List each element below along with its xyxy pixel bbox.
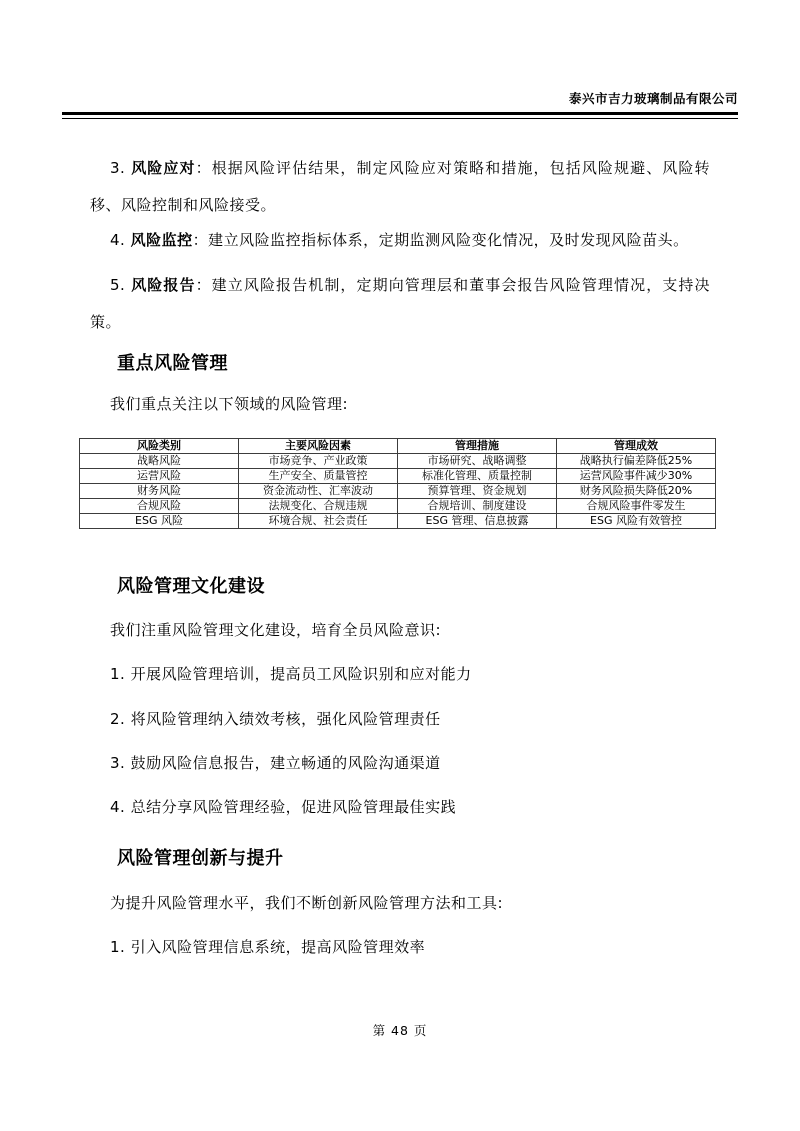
table-cell: 生产安全、质量管控 — [239, 469, 398, 484]
paragraph-term: 风险报告 — [131, 276, 196, 294]
paragraph-number: 4. — [110, 231, 126, 249]
paragraph-text: ：建立风险报告机制，定期向管理层和董事会报告风险管理情况，支持决策。 — [90, 276, 710, 331]
table-header-cell: 风险类别 — [80, 439, 239, 454]
list-item: 4. 总结分享风险管理经验，促进风险管理最佳实践 — [110, 798, 457, 816]
table-cell: ESG 风险 — [80, 514, 239, 529]
paragraph-text: ：根据风险评估结果，制定风险应对策略和措施，包括风险规避、风险转移、风险控制和风险接受。 — [90, 159, 710, 214]
table-row — [80, 499, 716, 514]
table-cell: 标准化管理、质量控制 — [398, 469, 557, 484]
table-cell: 市场竞争、产业政策 — [239, 454, 398, 469]
table-cell: 运营风险事件减少30% — [557, 469, 716, 484]
table-cell: 合规风险事件零发生 — [557, 499, 716, 514]
table-cell: 环境合规、社会责任 — [239, 514, 398, 529]
paragraph-risk-response — [90, 150, 710, 224]
table-cell: ESG 风险有效管控 — [557, 514, 716, 529]
section-title-innovation: 风险管理创新与提升 — [117, 848, 284, 869]
paragraph-number: 3. — [110, 159, 126, 177]
table-header-cell: 管理成效 — [557, 439, 716, 454]
section-intro-culture: 我们注重风险管理文化建设，培育全员风险意识: — [110, 621, 442, 639]
table-cell: 合规培训、制度建设 — [398, 499, 557, 514]
paragraph-text: ：建立风险监控指标体系，定期监测风险变化情况，及时发现风险苗头。 — [192, 231, 689, 249]
table-header-cell: 管理措施 — [398, 439, 557, 454]
table-cell: 战略风险 — [80, 454, 239, 469]
list-item: 3. 鼓励风险信息报告，建立畅通的风险沟通渠道 — [110, 754, 441, 772]
list-item: 1. 引入风险管理信息系统，提高风险管理效率 — [110, 938, 426, 956]
table-cell: 财务风险损失降低20% — [557, 484, 716, 499]
list-item: 2. 将风险管理纳入绩效考核，强化风险管理责任 — [110, 710, 441, 728]
section-title-culture: 风险管理文化建设 — [117, 576, 265, 597]
paragraph-term: 风险监控 — [130, 231, 193, 249]
section-intro-key-risk: 我们重点关注以下领域的风险管理: — [110, 395, 349, 413]
table-cell: 合规风险 — [80, 499, 239, 514]
paragraph-risk-reporting — [90, 267, 710, 341]
table-row — [80, 514, 716, 529]
table-cell: 资金流动性、汇率波动 — [239, 484, 398, 499]
table-row — [80, 469, 716, 484]
table-cell: 运营风险 — [80, 469, 239, 484]
table-header-row — [80, 439, 716, 454]
paragraph-risk-monitoring — [90, 222, 710, 259]
paragraph-term: 风险应对 — [131, 159, 196, 177]
table-cell: 预算管理、资金规划 — [398, 484, 557, 499]
table-row — [80, 454, 716, 469]
table-cell: 战略执行偏差降低25% — [557, 454, 716, 469]
header-rule-thick — [62, 112, 738, 115]
section-intro-innovation: 为提升风险管理水平，我们不断创新风险管理方法和工具: — [110, 894, 504, 912]
table-cell: 法规变化、合规违规 — [239, 499, 398, 514]
table-header-cell: 主要风险因素 — [239, 439, 398, 454]
table-cell: 财务风险 — [80, 484, 239, 499]
page-number: 第 48 页 — [372, 1023, 428, 1038]
header-rule-thin — [62, 118, 738, 119]
table-row — [80, 484, 716, 499]
list-item: 1. 开展风险管理培训，提高员工风险识别和应对能力 — [110, 665, 472, 683]
paragraph-number: 5. — [110, 276, 126, 294]
section-title-key-risk: 重点风险管理 — [117, 353, 228, 374]
table-cell: 市场研究、战略调整 — [398, 454, 557, 469]
header-company-name: 泰兴市吉力玻璃制品有限公司 — [568, 91, 738, 106]
table-cell: ESG 管理、信息披露 — [398, 514, 557, 529]
risk-management-table — [79, 438, 716, 529]
